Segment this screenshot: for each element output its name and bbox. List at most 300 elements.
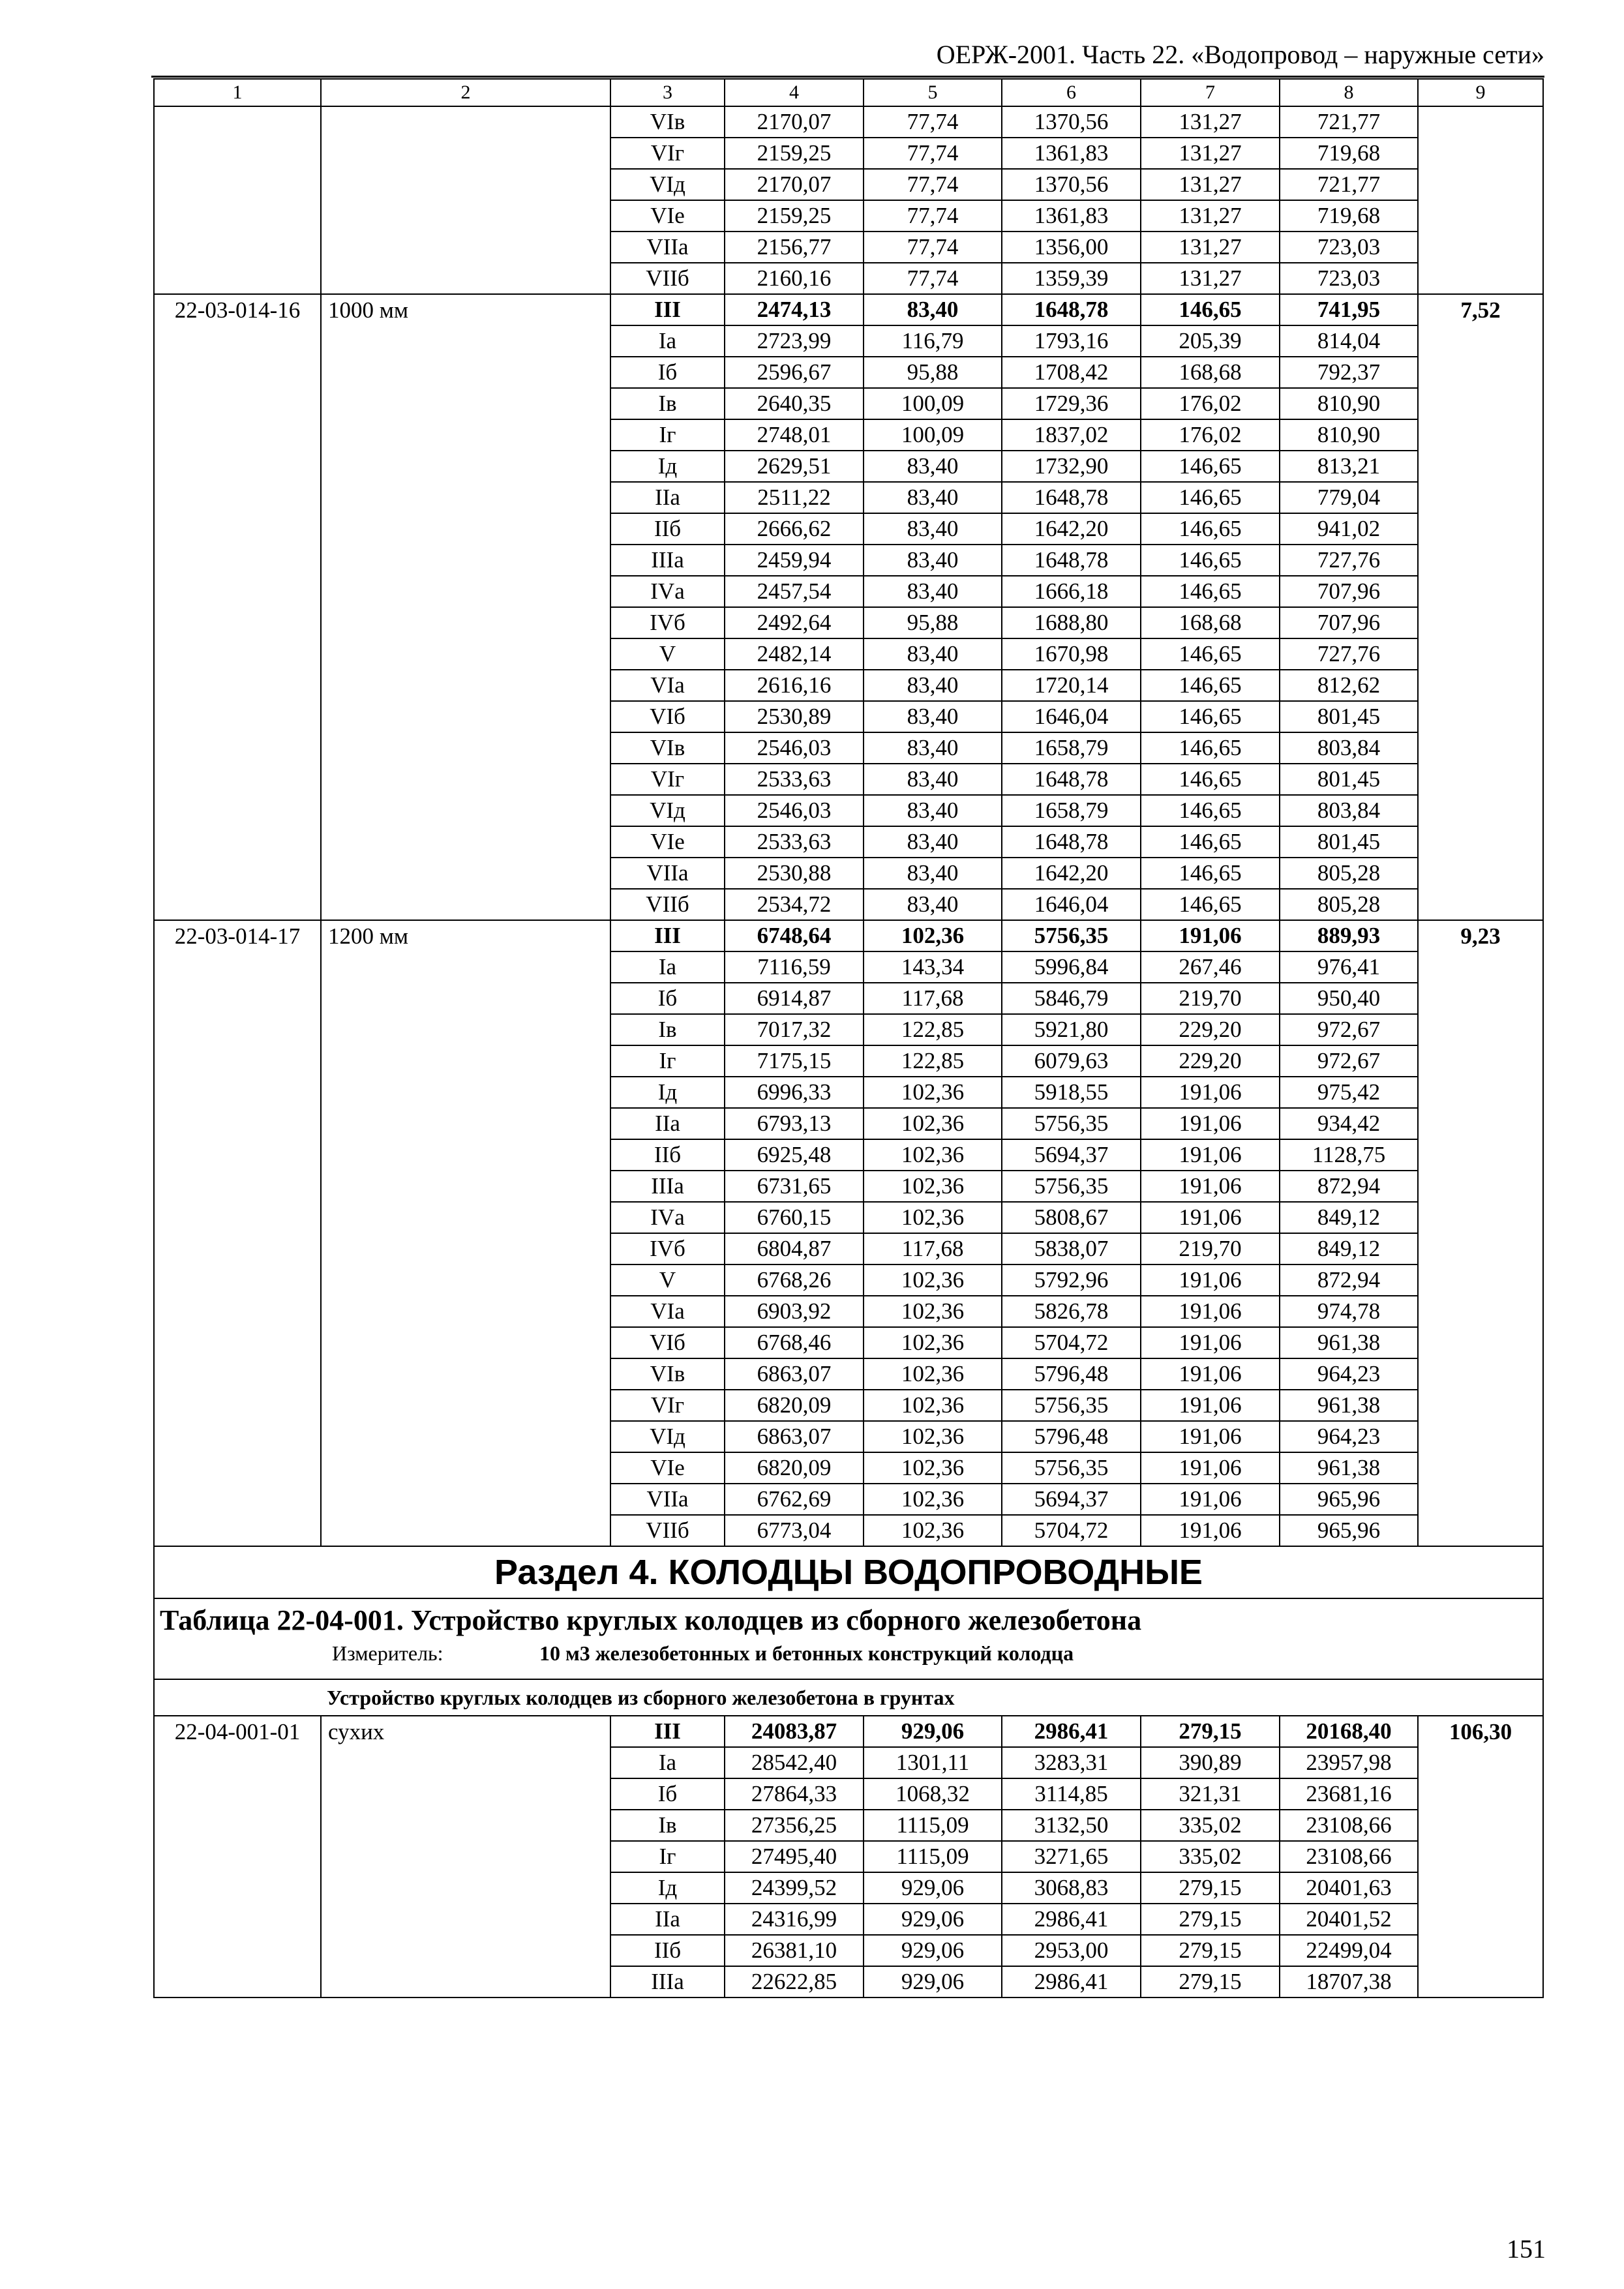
value-cell: 6820,09 — [725, 1390, 864, 1421]
table-body — [154, 79, 1543, 1997]
zone-cell: Iг — [610, 1045, 725, 1077]
value-cell: 5756,35 — [1002, 1171, 1141, 1202]
value-cell: 176,02 — [1141, 419, 1280, 451]
value-cell: 6914,87 — [725, 983, 864, 1014]
value-cell: 191,06 — [1141, 1077, 1280, 1108]
value-cell: 3271,65 — [1002, 1841, 1141, 1872]
zone-cell: IIб — [610, 1139, 725, 1171]
value-cell: 964,23 — [1280, 1358, 1418, 1390]
value-cell: 2482,14 — [725, 638, 864, 670]
value-cell: 191,06 — [1141, 1515, 1280, 1546]
value-cell: 5694,37 — [1002, 1484, 1141, 1515]
value-cell: 5846,79 — [1002, 983, 1141, 1014]
value-cell: 143,34 — [864, 951, 1002, 983]
value-cell: 146,65 — [1141, 764, 1280, 795]
value-cell: 146,65 — [1141, 513, 1280, 545]
value-cell: 102,36 — [864, 1296, 1002, 1327]
zone-cell: III — [610, 1716, 725, 1747]
value-cell: 77,74 — [864, 169, 1002, 200]
column-number: 1 — [154, 79, 321, 106]
value-cell: 1732,90 — [1002, 451, 1141, 482]
zone-cell: VIб — [610, 701, 725, 732]
value-cell: 279,15 — [1141, 1716, 1280, 1747]
value-cell: 7175,15 — [725, 1045, 864, 1077]
value-cell: 205,39 — [1141, 325, 1280, 357]
value-cell: 146,65 — [1141, 889, 1280, 920]
value-cell: 7116,59 — [725, 951, 864, 983]
zone-cell: IVа — [610, 576, 725, 607]
value-cell: 102,36 — [864, 1327, 1002, 1358]
value-cell: 872,94 — [1280, 1171, 1418, 1202]
value-cell: 191,06 — [1141, 1358, 1280, 1390]
value-cell: 7017,32 — [725, 1014, 864, 1045]
value-cell: 229,20 — [1141, 1045, 1280, 1077]
value-cell: 2546,03 — [725, 732, 864, 764]
value-cell: 146,65 — [1141, 294, 1280, 325]
value-cell: 721,77 — [1280, 106, 1418, 138]
value-cell: 5996,84 — [1002, 951, 1141, 983]
value-cell: 810,90 — [1280, 388, 1418, 419]
value-cell: 6793,13 — [725, 1108, 864, 1139]
value-cell: 83,40 — [864, 638, 1002, 670]
value-cell: 6731,65 — [725, 1171, 864, 1202]
value-cell: 1115,09 — [864, 1810, 1002, 1841]
value-cell: 100,09 — [864, 388, 1002, 419]
zone-cell: IIа — [610, 1108, 725, 1139]
value-cell: 2986,41 — [1002, 1966, 1141, 1997]
zone-cell: VIа — [610, 1296, 725, 1327]
value-cell: 805,28 — [1280, 889, 1418, 920]
value-cell: 5694,37 — [1002, 1139, 1141, 1171]
value-cell: 2457,54 — [725, 576, 864, 607]
value-cell: 24316,99 — [725, 1904, 864, 1935]
value-cell: 102,36 — [864, 1390, 1002, 1421]
value-cell: 6760,15 — [725, 1202, 864, 1233]
value-cell: 131,27 — [1141, 232, 1280, 263]
value-cell: 83,40 — [864, 482, 1002, 513]
value-cell: 2170,07 — [725, 106, 864, 138]
value-cell: 146,65 — [1141, 670, 1280, 701]
value-cell: 814,04 — [1280, 325, 1418, 357]
value-cell: 6762,69 — [725, 1484, 864, 1515]
value-cell: 1837,02 — [1002, 419, 1141, 451]
value-cell: 83,40 — [864, 795, 1002, 826]
value-cell: 964,23 — [1280, 1421, 1418, 1452]
value-cell: 321,31 — [1141, 1778, 1280, 1810]
value-cell: 168,68 — [1141, 607, 1280, 638]
value-cell: 779,04 — [1280, 482, 1418, 513]
value-cell: 191,06 — [1141, 1452, 1280, 1484]
row-name: 1200 мм — [321, 920, 610, 1546]
value-cell: 6079,63 — [1002, 1045, 1141, 1077]
value-cell: 191,06 — [1141, 1108, 1280, 1139]
value-cell: 28542,40 — [725, 1747, 864, 1778]
zone-cell: VIIб — [610, 1515, 725, 1546]
zone-cell: V — [610, 638, 725, 670]
value-cell: 1370,56 — [1002, 106, 1141, 138]
value-cell: 6804,87 — [725, 1233, 864, 1264]
value-cell: 961,38 — [1280, 1327, 1418, 1358]
value-cell: 1793,16 — [1002, 325, 1141, 357]
value-cell: 6820,09 — [725, 1452, 864, 1484]
value-cell: 335,02 — [1141, 1810, 1280, 1841]
zone-cell: IIб — [610, 1935, 725, 1966]
value-cell: 95,88 — [864, 607, 1002, 638]
table-title-row — [154, 1598, 1543, 1679]
value-cell: 2986,41 — [1002, 1716, 1141, 1747]
value-cell: 146,65 — [1141, 732, 1280, 764]
value-cell: 191,06 — [1141, 1264, 1280, 1296]
labor-cell: 7,52 — [1418, 294, 1543, 920]
price-table — [153, 78, 1544, 1998]
value-cell: 5796,48 — [1002, 1421, 1141, 1452]
zone-cell: Iв — [610, 1810, 725, 1841]
value-cell: 83,40 — [864, 451, 1002, 482]
value-cell: 2159,25 — [725, 200, 864, 232]
zone-cell: Iб — [610, 357, 725, 388]
row-code — [154, 106, 321, 294]
value-cell: 2666,62 — [725, 513, 864, 545]
value-cell: 23108,66 — [1280, 1810, 1418, 1841]
zone-cell: Iг — [610, 1841, 725, 1872]
value-cell: 929,06 — [864, 1935, 1002, 1966]
zone-cell: Iа — [610, 325, 725, 357]
zone-cell: VIг — [610, 1390, 725, 1421]
column-number-row — [154, 79, 1543, 106]
value-cell: 146,65 — [1141, 482, 1280, 513]
zone-cell: IVб — [610, 1233, 725, 1264]
value-cell: 102,36 — [864, 1452, 1002, 1484]
value-cell: 279,15 — [1141, 1904, 1280, 1935]
value-cell: 191,06 — [1141, 1421, 1280, 1452]
value-cell: 2156,77 — [725, 232, 864, 263]
value-cell: 83,40 — [864, 889, 1002, 920]
value-cell: 849,12 — [1280, 1202, 1418, 1233]
value-cell: 1648,78 — [1002, 294, 1141, 325]
value-cell: 279,15 — [1141, 1872, 1280, 1904]
value-cell: 6768,26 — [725, 1264, 864, 1296]
value-cell: 950,40 — [1280, 983, 1418, 1014]
zone-cell: VIе — [610, 826, 725, 858]
measure-line — [160, 1638, 1542, 1668]
value-cell: 219,70 — [1141, 1233, 1280, 1264]
value-cell: 5704,72 — [1002, 1327, 1141, 1358]
value-cell: 122,85 — [864, 1045, 1002, 1077]
value-cell: 191,06 — [1141, 1484, 1280, 1515]
zone-cell: IVа — [610, 1202, 725, 1233]
value-cell: 168,68 — [1141, 357, 1280, 388]
value-cell: 102,36 — [864, 920, 1002, 951]
value-cell: 961,38 — [1280, 1452, 1418, 1484]
value-cell: 2629,51 — [725, 451, 864, 482]
measure-label: Измеритель: — [332, 1641, 444, 1665]
value-cell: 3114,85 — [1002, 1778, 1141, 1810]
value-cell: 723,03 — [1280, 232, 1418, 263]
value-cell: 849,12 — [1280, 1233, 1418, 1264]
value-cell: 131,27 — [1141, 263, 1280, 294]
value-cell: 176,02 — [1141, 388, 1280, 419]
value-cell: 2530,88 — [725, 858, 864, 889]
value-cell: 1068,32 — [864, 1778, 1002, 1810]
zone-cell: VIг — [610, 764, 725, 795]
value-cell: 803,84 — [1280, 732, 1418, 764]
value-cell: 22499,04 — [1280, 1935, 1418, 1966]
table-row — [154, 294, 1543, 325]
value-cell: 5808,67 — [1002, 1202, 1141, 1233]
zone-cell: VIд — [610, 169, 725, 200]
subsection-row — [154, 1679, 1543, 1716]
table-title-cell — [154, 1598, 1543, 1679]
value-cell: 2953,00 — [1002, 1935, 1141, 1966]
zone-cell: VIг — [610, 138, 725, 169]
value-cell: 23957,98 — [1280, 1747, 1418, 1778]
value-cell: 810,90 — [1280, 419, 1418, 451]
value-cell: 1658,79 — [1002, 732, 1141, 764]
page-number: 151 — [1507, 2234, 1546, 2264]
value-cell: 1642,20 — [1002, 513, 1141, 545]
value-cell: 27495,40 — [725, 1841, 864, 1872]
value-cell: 1729,36 — [1002, 388, 1141, 419]
zone-cell: Iг — [610, 419, 725, 451]
value-cell: 83,40 — [864, 858, 1002, 889]
value-cell: 267,46 — [1141, 951, 1280, 983]
value-cell: 6768,46 — [725, 1327, 864, 1358]
value-cell: 929,06 — [864, 1716, 1002, 1747]
row-name: сухих — [321, 1716, 610, 1997]
value-cell: 6863,07 — [725, 1421, 864, 1452]
value-cell: 146,65 — [1141, 576, 1280, 607]
value-cell: 2170,07 — [725, 169, 864, 200]
value-cell: 3283,31 — [1002, 1747, 1141, 1778]
value-cell: 102,36 — [864, 1358, 1002, 1390]
value-cell: 889,93 — [1280, 920, 1418, 951]
value-cell: 941,02 — [1280, 513, 1418, 545]
zone-cell: Iа — [610, 951, 725, 983]
value-cell: 727,76 — [1280, 638, 1418, 670]
value-cell: 1688,80 — [1002, 607, 1141, 638]
value-cell: 83,40 — [864, 513, 1002, 545]
zone-cell: VIIа — [610, 858, 725, 889]
value-cell: 2159,25 — [725, 138, 864, 169]
row-name — [321, 106, 610, 294]
value-cell: 5704,72 — [1002, 1515, 1141, 1546]
section-row — [154, 1546, 1543, 1598]
zone-cell: VIв — [610, 106, 725, 138]
value-cell: 279,15 — [1141, 1935, 1280, 1966]
value-cell: 6748,64 — [725, 920, 864, 951]
value-cell: 972,67 — [1280, 1014, 1418, 1045]
zone-cell: III — [610, 920, 725, 951]
value-cell: 5756,35 — [1002, 1452, 1141, 1484]
value-cell: 95,88 — [864, 357, 1002, 388]
labor-cell: 106,30 — [1418, 1716, 1543, 1997]
value-cell: 719,68 — [1280, 138, 1418, 169]
column-number: 8 — [1280, 79, 1418, 106]
value-cell: 146,65 — [1141, 638, 1280, 670]
value-cell: 2640,35 — [725, 388, 864, 419]
value-cell: 929,06 — [864, 1904, 1002, 1935]
value-cell: 191,06 — [1141, 1202, 1280, 1233]
value-cell: 131,27 — [1141, 138, 1280, 169]
value-cell: 2546,03 — [725, 795, 864, 826]
value-cell: 2748,01 — [725, 419, 864, 451]
value-cell: 191,06 — [1141, 920, 1280, 951]
value-cell: 20401,63 — [1280, 1872, 1418, 1904]
value-cell: 18707,38 — [1280, 1966, 1418, 1997]
value-cell: 5838,07 — [1002, 1233, 1141, 1264]
zone-cell: Iа — [610, 1747, 725, 1778]
value-cell: 1648,78 — [1002, 482, 1141, 513]
labor-cell — [1418, 106, 1543, 294]
value-cell: 976,41 — [1280, 951, 1418, 983]
zone-cell: Iд — [610, 1872, 725, 1904]
value-cell: 77,74 — [864, 263, 1002, 294]
value-cell: 1670,98 — [1002, 638, 1141, 670]
zone-cell: IIб — [610, 513, 725, 545]
value-cell: 390,89 — [1141, 1747, 1280, 1778]
value-cell: 22622,85 — [725, 1966, 864, 1997]
value-cell: 721,77 — [1280, 169, 1418, 200]
value-cell: 23681,16 — [1280, 1778, 1418, 1810]
value-cell: 27864,33 — [725, 1778, 864, 1810]
value-cell: 1356,00 — [1002, 232, 1141, 263]
value-cell: 727,76 — [1280, 545, 1418, 576]
value-cell: 1370,56 — [1002, 169, 1141, 200]
zone-cell: VIд — [610, 795, 725, 826]
zone-cell: Iб — [610, 1778, 725, 1810]
value-cell: 117,68 — [864, 1233, 1002, 1264]
value-cell: 5756,35 — [1002, 920, 1141, 951]
table-row — [154, 1716, 1543, 1747]
value-cell: 801,45 — [1280, 764, 1418, 795]
zone-cell: Iв — [610, 388, 725, 419]
value-cell: 5756,35 — [1002, 1390, 1141, 1421]
zone-cell: IIа — [610, 1904, 725, 1935]
value-cell: 2160,16 — [725, 263, 864, 294]
column-number: 2 — [321, 79, 610, 106]
value-cell: 975,42 — [1280, 1077, 1418, 1108]
value-cell: 102,36 — [864, 1421, 1002, 1452]
value-cell: 1128,75 — [1280, 1139, 1418, 1171]
value-cell: 102,36 — [864, 1515, 1002, 1546]
value-cell: 972,67 — [1280, 1045, 1418, 1077]
value-cell: 929,06 — [864, 1966, 1002, 1997]
column-number: 6 — [1002, 79, 1141, 106]
value-cell: 146,65 — [1141, 701, 1280, 732]
value-cell: 1642,20 — [1002, 858, 1141, 889]
value-cell: 2530,89 — [725, 701, 864, 732]
value-cell: 803,84 — [1280, 795, 1418, 826]
value-cell: 102,36 — [864, 1077, 1002, 1108]
value-cell: 2616,16 — [725, 670, 864, 701]
value-cell: 335,02 — [1141, 1841, 1280, 1872]
value-cell: 102,36 — [864, 1484, 1002, 1515]
value-cell: 813,21 — [1280, 451, 1418, 482]
value-cell: 965,96 — [1280, 1484, 1418, 1515]
value-cell: 77,74 — [864, 232, 1002, 263]
value-cell: 146,65 — [1141, 826, 1280, 858]
value-cell: 1708,42 — [1002, 357, 1141, 388]
value-cell: 83,40 — [864, 764, 1002, 795]
zone-cell: Iд — [610, 1077, 725, 1108]
zone-cell: VIIа — [610, 1484, 725, 1515]
zone-cell: Iб — [610, 983, 725, 1014]
value-cell: 2459,94 — [725, 545, 864, 576]
value-cell: 6773,04 — [725, 1515, 864, 1546]
value-cell: 83,40 — [864, 670, 1002, 701]
value-cell: 24083,87 — [725, 1716, 864, 1747]
value-cell: 723,03 — [1280, 263, 1418, 294]
value-cell: 102,36 — [864, 1202, 1002, 1233]
value-cell: 3068,83 — [1002, 1872, 1141, 1904]
value-cell: 5921,80 — [1002, 1014, 1141, 1045]
column-number: 9 — [1418, 79, 1543, 106]
value-cell: 1666,18 — [1002, 576, 1141, 607]
value-cell: 23108,66 — [1280, 1841, 1418, 1872]
value-cell: 131,27 — [1141, 169, 1280, 200]
value-cell: 741,95 — [1280, 294, 1418, 325]
column-number: 7 — [1141, 79, 1280, 106]
column-number: 4 — [725, 79, 864, 106]
value-cell: 26381,10 — [725, 1935, 864, 1966]
header-rule — [151, 76, 1544, 78]
value-cell: 191,06 — [1141, 1139, 1280, 1171]
value-cell: 6903,92 — [725, 1296, 864, 1327]
zone-cell: VIв — [610, 1358, 725, 1390]
zone-cell: Iв — [610, 1014, 725, 1045]
value-cell: 792,37 — [1280, 357, 1418, 388]
value-cell: 2596,67 — [725, 357, 864, 388]
value-cell: 116,79 — [864, 325, 1002, 357]
value-cell: 801,45 — [1280, 826, 1418, 858]
zone-cell: IIIа — [610, 1966, 725, 1997]
value-cell: 2534,72 — [725, 889, 864, 920]
value-cell: 5826,78 — [1002, 1296, 1141, 1327]
zone-cell: IIIа — [610, 1171, 725, 1202]
table-row — [154, 920, 1543, 951]
column-number: 3 — [610, 79, 725, 106]
labor-cell: 9,23 — [1418, 920, 1543, 1546]
column-number: 5 — [864, 79, 1002, 106]
value-cell: 1301,11 — [864, 1747, 1002, 1778]
zone-cell: Iд — [610, 451, 725, 482]
table-title: Таблица 22-04-001. Устройство круглых колодцев из сборного железобетона — [160, 1604, 1142, 1636]
value-cell: 83,40 — [864, 576, 1002, 607]
value-cell: 191,06 — [1141, 1171, 1280, 1202]
value-cell: 707,96 — [1280, 607, 1418, 638]
value-cell: 1115,09 — [864, 1841, 1002, 1872]
zone-cell: III — [610, 294, 725, 325]
value-cell: 102,36 — [864, 1264, 1002, 1296]
value-cell: 100,09 — [864, 419, 1002, 451]
value-cell: 2533,63 — [725, 826, 864, 858]
value-cell: 961,38 — [1280, 1390, 1418, 1421]
measure-value: 10 м3 железобетонных и бетонных конструкций колодца — [539, 1641, 1074, 1665]
section-title: Раздел 4. КОЛОДЦЫ ВОДОПРОВОДНЫЕ — [154, 1546, 1543, 1598]
value-cell: 1646,04 — [1002, 889, 1141, 920]
running-header: ОЕРЖ-2001. Часть 22. «Водопровод – наружные сети» — [936, 40, 1544, 69]
value-cell: 191,06 — [1141, 1296, 1280, 1327]
value-cell: 1361,83 — [1002, 200, 1141, 232]
value-cell: 707,96 — [1280, 576, 1418, 607]
value-cell: 146,65 — [1141, 795, 1280, 826]
zone-cell: IVб — [610, 607, 725, 638]
value-cell: 2986,41 — [1002, 1904, 1141, 1935]
zone-cell: VIIа — [610, 232, 725, 263]
value-cell: 1361,83 — [1002, 138, 1141, 169]
value-cell: 191,06 — [1141, 1327, 1280, 1358]
zone-cell: IIа — [610, 482, 725, 513]
